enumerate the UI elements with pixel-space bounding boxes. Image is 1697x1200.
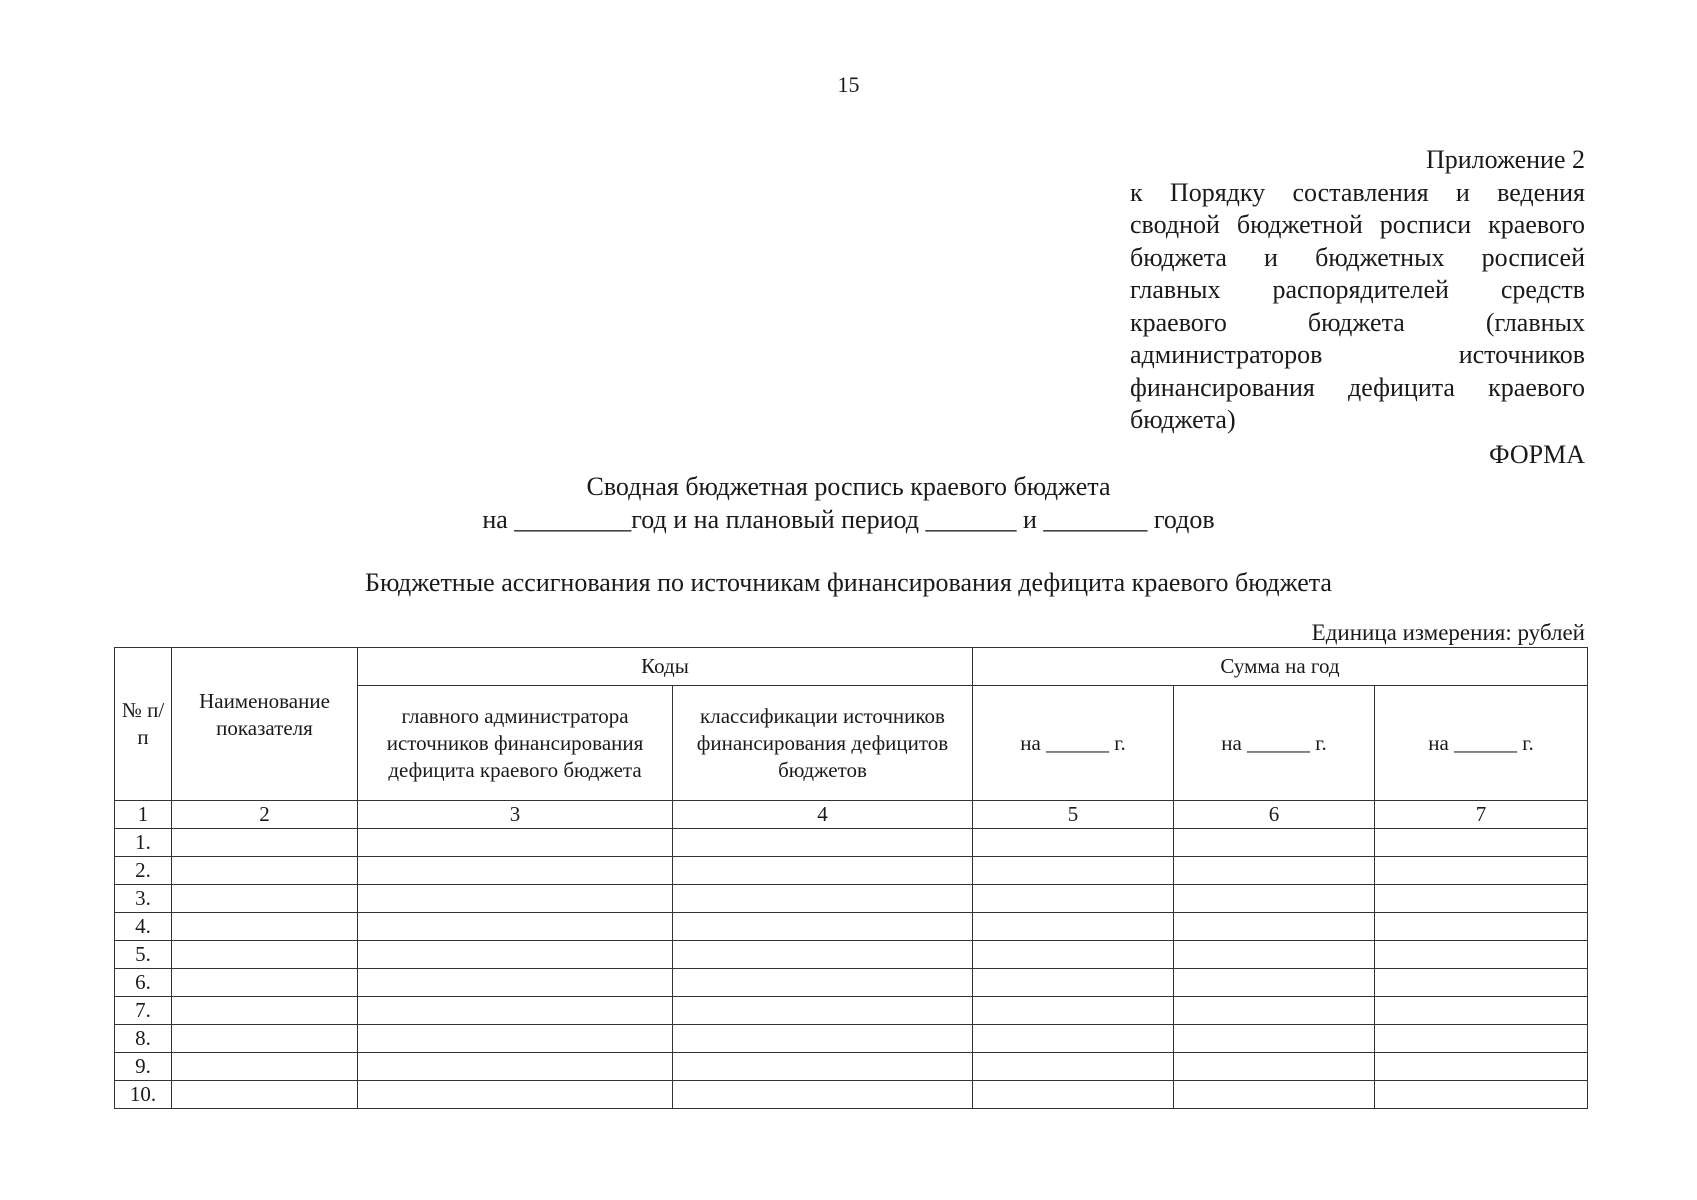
table-row	[115, 941, 1588, 969]
cell-sum-1	[973, 1053, 1174, 1081]
row-number: 6.	[115, 969, 172, 997]
row-number: 5.	[115, 941, 172, 969]
cell-sum-2	[1174, 997, 1375, 1025]
header-name: Наименование показателя	[172, 648, 358, 801]
header-year-2: на ______ г.	[1174, 686, 1375, 801]
cell-classif-code	[673, 1025, 973, 1053]
cell-classif-code	[673, 885, 973, 913]
document-title: Сводная бюджетная роспись краевого бюджета	[586, 472, 1111, 501]
cell-classif-code	[673, 857, 973, 885]
cell-admin-code	[358, 829, 673, 857]
table-row	[115, 997, 1588, 1025]
cell-sum-1	[973, 1081, 1174, 1109]
cell-sum-3	[1375, 1081, 1588, 1109]
appendix-title: Приложение 2	[1425, 145, 1585, 174]
cell-name	[172, 857, 358, 885]
cell-sum-1	[973, 1025, 1174, 1053]
header-num: № п/п	[115, 648, 172, 801]
cell-sum-3	[1375, 829, 1588, 857]
cell-sum-1	[973, 969, 1174, 997]
row-number: 3.	[115, 885, 172, 913]
table-row	[115, 857, 1588, 885]
cell-sum-3	[1375, 997, 1588, 1025]
appendix-text: к Порядку составления и ведения сводной бюджетной росписи краевого бюджета и бюджетных росписей главных распорядителей средств краевого бюджета (главных администраторов источников финансирования дефицита краевого бюджета)	[1130, 177, 1585, 434]
column-number: 4	[673, 801, 973, 829]
cell-classif-code	[673, 969, 973, 997]
cell-name	[172, 997, 358, 1025]
column-number: 7	[1375, 801, 1588, 829]
row-number: 4.	[115, 913, 172, 941]
cell-sum-3	[1375, 913, 1588, 941]
cell-sum-3	[1375, 1025, 1588, 1053]
header-row-1	[115, 648, 1588, 686]
cell-sum-2	[1174, 885, 1375, 913]
cell-classif-code	[673, 1053, 973, 1081]
column-number: 2	[172, 801, 358, 829]
cell-admin-code	[358, 1053, 673, 1081]
cell-admin-code	[358, 1025, 673, 1053]
section-title: Бюджетные ассигнования по источникам финансирования дефицита краевого бюджета	[365, 568, 1332, 597]
cell-sum-1	[973, 913, 1174, 941]
cell-admin-code	[358, 997, 673, 1025]
cell-sum-2	[1174, 913, 1375, 941]
cell-name	[172, 1025, 358, 1053]
cell-sum-2	[1174, 1081, 1375, 1109]
column-number: 3	[358, 801, 673, 829]
cell-classif-code	[673, 1081, 973, 1109]
row-number: 2.	[115, 857, 172, 885]
cell-name	[172, 1081, 358, 1109]
table-row	[115, 1081, 1588, 1109]
cell-classif-code	[673, 997, 973, 1025]
cell-sum-2	[1174, 941, 1375, 969]
cell-name	[172, 969, 358, 997]
table-row	[115, 1025, 1588, 1053]
cell-admin-code	[358, 913, 673, 941]
cell-sum-3	[1375, 885, 1588, 913]
column-number: 6	[1174, 801, 1375, 829]
cell-classif-code	[673, 913, 973, 941]
header-sum: Сумма на год	[973, 648, 1588, 686]
cell-sum-2	[1174, 857, 1375, 885]
unit-label: Единица измерения: рублей	[1311, 620, 1585, 645]
header-year-3: на ______ г.	[1375, 686, 1588, 801]
table-row	[115, 913, 1588, 941]
form-label: ФОРМА	[1489, 439, 1585, 469]
cell-sum-3	[1375, 941, 1588, 969]
row-number: 10.	[115, 1081, 172, 1109]
cell-sum-2	[1174, 1053, 1375, 1081]
cell-sum-2	[1174, 1025, 1375, 1053]
cell-sum-3	[1375, 969, 1588, 997]
budget-table	[114, 647, 1588, 1109]
header-classif-code: классификации источников финансирования дефицитов бюджетов	[673, 686, 973, 801]
column-number: 5	[973, 801, 1174, 829]
cell-admin-code	[358, 885, 673, 913]
row-number: 1.	[115, 829, 172, 857]
cell-sum-1	[973, 829, 1174, 857]
cell-sum-1	[973, 997, 1174, 1025]
column-number: 1	[115, 801, 172, 829]
column-number-row	[115, 801, 1588, 829]
header-admin-code: главного администратора источников финансирования дефицита краевого бюджета	[358, 686, 673, 801]
period-line: на _________год и на плановый период _______ и ________ годов	[482, 505, 1215, 534]
cell-sum-3	[1375, 857, 1588, 885]
table-row	[115, 969, 1588, 997]
page-number: 15	[837, 72, 860, 97]
row-number: 9.	[115, 1053, 172, 1081]
cell-name	[172, 1053, 358, 1081]
cell-admin-code	[358, 969, 673, 997]
cell-name	[172, 941, 358, 969]
cell-name	[172, 829, 358, 857]
cell-name	[172, 913, 358, 941]
cell-sum-1	[973, 885, 1174, 913]
cell-sum-3	[1375, 1053, 1588, 1081]
cell-name	[172, 885, 358, 913]
row-number: 7.	[115, 997, 172, 1025]
cell-sum-2	[1174, 829, 1375, 857]
cell-classif-code	[673, 941, 973, 969]
cell-sum-2	[1174, 969, 1375, 997]
header-year-1: на ______ г.	[973, 686, 1174, 801]
cell-classif-code	[673, 829, 973, 857]
row-number: 8.	[115, 1025, 172, 1053]
table-row	[115, 829, 1588, 857]
appendix-block	[1130, 144, 1585, 471]
table-row	[115, 885, 1588, 913]
cell-admin-code	[358, 857, 673, 885]
table-row	[115, 1053, 1588, 1081]
header-codes: Коды	[358, 648, 973, 686]
cell-sum-1	[973, 857, 1174, 885]
cell-sum-1	[973, 941, 1174, 969]
cell-admin-code	[358, 941, 673, 969]
cell-admin-code	[358, 1081, 673, 1109]
